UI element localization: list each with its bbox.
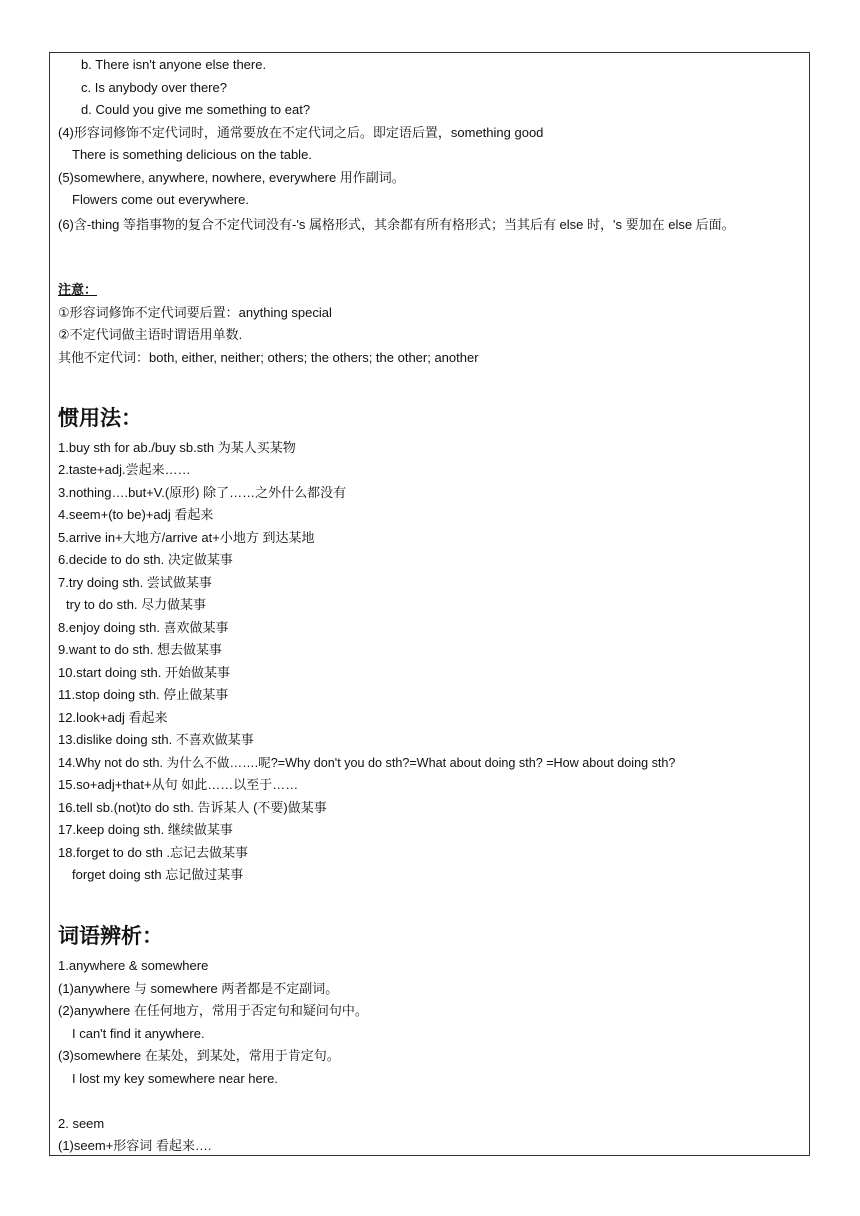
list-item: 11.stop doing sth. 停止做某事 <box>58 687 229 702</box>
list-item: (3)somewhere 在某处，到某处，常用于肯定句。 <box>58 1048 340 1063</box>
text-line: d. Could you give me something to eat? <box>81 102 311 117</box>
list-item: 17.keep doing sth. 继续做某事 <box>58 822 233 837</box>
list-item: 5.arrive in+大地方/arrive at+小地方 到达某地 <box>58 530 315 545</box>
list-item: (1)anywhere 与 somewhere 两者都是不定副词。 <box>58 981 339 996</box>
list-item: I can't find it anywhere. <box>72 1026 205 1041</box>
text-paragraph: (6)含-thing 等指事物的复合不定代词没有-'s 属格形式，其余都有所有格形式；当其后有 else 时，'s 要加在 else 后面。 <box>58 217 735 232</box>
list-item: 13.dislike doing sth. 不喜欢做某事 <box>58 732 254 747</box>
list-item: 1.anywhere & somewhere <box>58 958 209 973</box>
list-item: 18.forget to do sth .忘记去做某事 <box>58 845 249 860</box>
text-line: (4)形容词修饰不定代词时，通常要放在不定代词之后。即定语后置，something good <box>58 125 544 140</box>
list-item: 14.Why not do sth. 为什么不做…….呢?=Why don't you do sth?=What about doing sth? =How about doing sth? <box>58 756 676 770</box>
list-item: 9.want to do sth. 想去做某事 <box>58 642 223 657</box>
list-item: 1.buy sth for ab./buy sb.sth 为某人买某物 <box>58 440 296 455</box>
list-item: I lost my key somewhere near here. <box>72 1071 278 1086</box>
list-item: 2. seem <box>58 1116 105 1131</box>
note-line: ②不定代词做主语时谓语用单数. <box>58 327 243 342</box>
section-heading: 词语辨析： <box>58 925 163 948</box>
text-line: Flowers come out everywhere. <box>72 192 250 207</box>
section-heading: 惯用法： <box>58 407 142 430</box>
list-item: 7.try doing sth. 尝试做某事 <box>58 575 212 590</box>
list-item: 4.seem+(to be)+adj 看起来 <box>58 507 214 522</box>
note-line: ①形容词修饰不定代词要后置：anything special <box>58 305 332 320</box>
list-item: 2.taste+adj.尝起来…… <box>58 462 191 477</box>
list-item: 6.decide to do sth. 决定做某事 <box>58 552 233 567</box>
list-item: 15.so+adj+that+从句 如此……以至于…… <box>58 777 299 792</box>
list-item: 12.look+adj 看起来 <box>58 710 168 725</box>
text-line: (5)somewhere, anywhere, nowhere, everywhere 用作副词。 <box>58 170 405 185</box>
list-item: 10.start doing sth. 开始做某事 <box>58 665 230 680</box>
list-item: (2)anywhere 在任何地方，常用于否定句和疑问句中。 <box>58 1003 368 1018</box>
list-item: 3.nothing….but+V.(原形) 除了……之外什么都没有 <box>58 485 347 500</box>
note-line: 其他不定代词：both, either, neither; others; the others; the other; another <box>58 350 479 365</box>
text-line: There is something delicious on the table. <box>72 147 312 162</box>
list-item: try to do sth. 尽力做某事 <box>66 597 207 612</box>
list-item: forget doing sth 忘记做过某事 <box>72 867 244 882</box>
text-line: b. There isn't anyone else there. <box>81 57 267 72</box>
list-item: 16.tell sb.(not)to do sth. 告诉某人 (不要)做某事 <box>58 800 327 815</box>
text-line: c. Is anybody over there? <box>81 80 227 95</box>
list-item: (1)seem+形容词 看起来…. <box>58 1138 212 1153</box>
list-item: 8.enjoy doing sth. 喜欢做某事 <box>58 620 229 635</box>
note-title: 注意： <box>58 282 98 297</box>
